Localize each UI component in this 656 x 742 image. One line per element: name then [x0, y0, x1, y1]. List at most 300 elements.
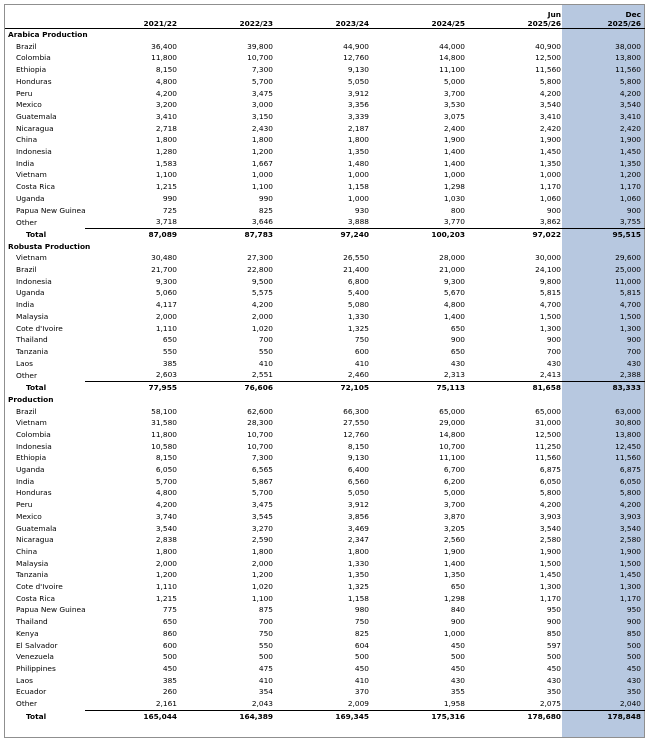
value-cell: 6,050	[155, 465, 177, 475]
value-cell: 1,158	[347, 593, 369, 603]
value-cell: 9,300	[443, 276, 465, 286]
value-cell: 1,800	[155, 546, 177, 556]
total-row	[5, 382, 645, 394]
value-cell: 44,900	[343, 41, 369, 51]
value-cell: 990	[258, 193, 273, 203]
table-row	[5, 604, 645, 616]
table-row	[5, 169, 645, 181]
value-cell: 1,500	[619, 558, 641, 568]
value-cell: 1,350	[443, 570, 465, 580]
value-cell: 2,009	[347, 699, 369, 709]
value-cell: 1,100	[155, 170, 177, 180]
value-cell: 5,060	[155, 288, 177, 298]
value-cell: 2,580	[619, 535, 641, 545]
section-heading-row	[5, 241, 645, 253]
value-cell: 6,875	[539, 465, 561, 475]
country-name: Costa Rica	[16, 182, 56, 192]
value-cell: 385	[162, 675, 177, 685]
value-cell: 63,000	[615, 406, 641, 416]
value-cell: 3,903	[619, 511, 641, 521]
value-cell: 4,200	[619, 88, 641, 98]
value-cell: 1,000	[347, 170, 369, 180]
value-cell: 3,200	[155, 100, 177, 110]
value-cell: 6,565	[251, 465, 273, 475]
value-cell: 750	[258, 628, 273, 638]
value-cell: 1,900	[539, 546, 561, 556]
section-heading-row	[5, 29, 645, 41]
total-value-cell: 83,333	[565, 382, 645, 394]
table-row	[5, 686, 645, 698]
value-cell: 5,400	[347, 288, 369, 298]
value-cell: 450	[450, 663, 465, 673]
value-cell: 1,110	[155, 582, 177, 592]
value-cell: 1,200	[155, 570, 177, 580]
country-name: Tanzania	[16, 346, 49, 356]
value-cell: 1,350	[347, 147, 369, 157]
table-row	[5, 323, 645, 335]
value-cell: 6,050	[619, 476, 641, 486]
value-cell: 875	[258, 605, 273, 615]
value-cell: 22,800	[247, 265, 273, 275]
value-cell: 900	[546, 205, 561, 215]
value-cell: 62,600	[247, 406, 273, 416]
value-cell: 3,410	[539, 111, 561, 121]
value-cell: 3,888	[347, 217, 369, 227]
value-cell: 3,755	[619, 217, 641, 227]
value-cell: 500	[162, 652, 177, 662]
value-cell: 3,700	[443, 500, 465, 510]
value-cell: 1,480	[347, 158, 369, 168]
header-col-2023-24: 2023/24	[277, 5, 373, 29]
table-row	[5, 88, 645, 100]
total-row	[5, 710, 645, 722]
value-cell: 3,475	[251, 88, 273, 98]
table-row	[5, 123, 645, 135]
value-cell: 500	[626, 640, 641, 650]
value-cell: 650	[162, 335, 177, 345]
value-cell: 430	[626, 675, 641, 685]
value-cell: 3,205	[443, 523, 465, 533]
value-cell: 11,560	[615, 65, 641, 75]
table-row	[5, 41, 645, 53]
value-cell: 3,862	[539, 217, 561, 227]
country-name: Kenya	[16, 628, 39, 638]
section-title: Arabica Production	[8, 30, 88, 39]
value-cell: 1,400	[443, 558, 465, 568]
value-cell: 1,325	[347, 323, 369, 333]
value-cell: 29,000	[439, 418, 465, 428]
country-name: Mexico	[16, 511, 42, 521]
value-cell: 2,718	[155, 123, 177, 133]
value-cell: 2,590	[251, 535, 273, 545]
value-cell: 950	[546, 605, 561, 615]
table-row	[5, 640, 645, 652]
total-value-cell: 169,345	[277, 710, 373, 722]
section-title: Robusta Production	[8, 241, 91, 251]
country-name: El Salvador	[16, 640, 58, 650]
value-cell: 385	[162, 358, 177, 368]
value-cell: 6,700	[443, 465, 465, 475]
table-row	[5, 134, 645, 146]
table-row	[5, 441, 645, 453]
value-cell: 4,200	[155, 88, 177, 98]
value-cell: 65,000	[439, 406, 465, 416]
country-name: Tanzania	[16, 570, 49, 580]
table-row	[5, 76, 645, 88]
value-cell: 1,350	[539, 158, 561, 168]
country-name: China	[16, 135, 38, 145]
value-cell: 430	[450, 675, 465, 685]
value-cell: 430	[450, 358, 465, 368]
value-cell: 28,300	[247, 418, 273, 428]
table-row	[5, 628, 645, 640]
total-value-cell: 77,955	[85, 382, 181, 394]
value-cell: 3,540	[155, 523, 177, 533]
table-row	[5, 252, 645, 264]
table-row	[5, 52, 645, 64]
value-cell: 3,740	[155, 511, 177, 521]
value-cell: 3,540	[539, 523, 561, 533]
table-row	[5, 429, 645, 441]
value-cell: 11,560	[535, 65, 561, 75]
value-cell: 4,117	[155, 300, 177, 310]
country-name: Papua New Guinea	[16, 205, 86, 215]
value-cell: 550	[258, 346, 273, 356]
value-cell: 38,000	[615, 41, 641, 51]
value-cell: 2,560	[443, 535, 465, 545]
value-cell: 900	[450, 335, 465, 345]
value-cell: 410	[258, 675, 273, 685]
value-cell: 10,700	[247, 53, 273, 63]
value-cell: 12,500	[535, 429, 561, 439]
table-row	[5, 546, 645, 558]
value-cell: 4,200	[619, 500, 641, 510]
total-row	[5, 228, 645, 240]
country-name: Indonesia	[16, 276, 52, 286]
value-cell: 900	[546, 335, 561, 345]
value-cell: 1,900	[619, 135, 641, 145]
value-cell: 1,000	[539, 170, 561, 180]
table-row	[5, 181, 645, 193]
table-body	[5, 29, 645, 723]
value-cell: 58,100	[151, 406, 177, 416]
value-cell: 9,130	[347, 65, 369, 75]
value-cell: 3,646	[251, 217, 273, 227]
value-cell: 800	[450, 205, 465, 215]
value-cell: 40,900	[535, 41, 561, 51]
total-value-cell: 164,389	[181, 710, 277, 722]
value-cell: 5,700	[251, 488, 273, 498]
value-cell: 1,280	[155, 147, 177, 157]
value-cell: 1,000	[443, 628, 465, 638]
table-row	[5, 205, 645, 217]
value-cell: 550	[258, 640, 273, 650]
value-cell: 30,800	[615, 418, 641, 428]
country-name: Papua New Guinea	[16, 605, 86, 615]
value-cell: 3,150	[251, 111, 273, 121]
value-cell: 1,450	[539, 570, 561, 580]
value-cell: 450	[162, 663, 177, 673]
value-cell: 1,800	[251, 135, 273, 145]
value-cell: 2,161	[155, 699, 177, 709]
total-value-cell: 165,044	[85, 710, 181, 722]
value-cell: 650	[450, 582, 465, 592]
value-cell: 30,480	[151, 253, 177, 263]
value-cell: 500	[626, 652, 641, 662]
value-cell: 604	[354, 640, 369, 650]
value-cell: 1,900	[539, 135, 561, 145]
table-row	[5, 216, 645, 228]
value-cell: 1,110	[155, 323, 177, 333]
table-row	[5, 111, 645, 123]
value-cell: 3,000	[251, 100, 273, 110]
value-cell: 44,000	[439, 41, 465, 51]
country-name: Guatemala	[16, 523, 57, 533]
country-name: Malaysia	[16, 311, 49, 321]
value-cell: 3,912	[347, 88, 369, 98]
value-cell: 2,347	[347, 535, 369, 545]
value-cell: 2,075	[539, 699, 561, 709]
value-cell: 1,000	[443, 170, 465, 180]
value-cell: 11,100	[439, 453, 465, 463]
value-cell: 860	[162, 628, 177, 638]
value-cell: 750	[354, 335, 369, 345]
value-cell: 8,150	[155, 65, 177, 75]
total-value-cell: 75,113	[373, 382, 469, 394]
table-row	[5, 406, 645, 418]
table-row	[5, 158, 645, 170]
value-cell: 1,800	[347, 546, 369, 556]
country-name: Uganda	[16, 465, 45, 475]
value-cell: 5,815	[619, 288, 641, 298]
value-cell: 550	[162, 346, 177, 356]
value-cell: 597	[546, 640, 561, 650]
value-cell: 2,040	[619, 699, 641, 709]
country-name: Laos	[16, 358, 34, 368]
value-cell: 450	[450, 640, 465, 650]
value-cell: 8,150	[347, 441, 369, 451]
total-value-cell: 97,240	[277, 228, 373, 240]
value-cell: 1,800	[155, 135, 177, 145]
value-cell: 1,300	[619, 582, 641, 592]
value-cell: 350	[626, 687, 641, 697]
table-row	[5, 369, 645, 381]
total-value-cell: 178,848	[565, 710, 645, 722]
value-cell: 4,700	[539, 300, 561, 310]
value-cell: 10,700	[247, 429, 273, 439]
value-cell: 5,867	[251, 476, 273, 486]
value-cell: 5,800	[619, 76, 641, 86]
value-cell: 700	[258, 335, 273, 345]
table-row	[5, 663, 645, 675]
value-cell: 8,150	[155, 453, 177, 463]
value-cell: 410	[354, 675, 369, 685]
country-name: Philippines	[16, 663, 56, 673]
value-cell: 1,325	[347, 582, 369, 592]
country-name: Venezuela	[16, 652, 54, 662]
table-row	[5, 511, 645, 523]
value-cell: 6,200	[443, 476, 465, 486]
value-cell: 66,300	[343, 406, 369, 416]
value-cell: 950	[626, 605, 641, 615]
value-cell: 3,545	[251, 511, 273, 521]
value-cell: 3,540	[619, 523, 641, 533]
value-cell: 5,000	[443, 488, 465, 498]
country-name: India	[16, 158, 35, 168]
value-cell: 775	[162, 605, 177, 615]
value-cell: 1,583	[155, 158, 177, 168]
total-value-cell: 100,203	[373, 228, 469, 240]
country-name: Guatemala	[16, 111, 57, 121]
header-col-2022-23: 2022/23	[181, 5, 277, 29]
table-row	[5, 346, 645, 358]
value-cell: 27,550	[343, 418, 369, 428]
value-cell: 3,870	[443, 511, 465, 521]
table-row	[5, 264, 645, 276]
value-cell: 4,800	[443, 300, 465, 310]
value-cell: 7,300	[251, 453, 273, 463]
value-cell: 4,700	[619, 300, 641, 310]
header-col-2024-25: 2024/25	[373, 5, 469, 29]
value-cell: 500	[546, 652, 561, 662]
value-cell: 450	[626, 663, 641, 673]
country-name: Thailand	[16, 617, 48, 627]
value-cell: 1,030	[443, 193, 465, 203]
value-cell: 900	[626, 617, 641, 627]
value-cell: 4,200	[155, 500, 177, 510]
value-cell: 2,603	[155, 370, 177, 380]
value-cell: 500	[354, 652, 369, 662]
value-cell: 1,800	[347, 135, 369, 145]
country-name: Ethiopia	[16, 65, 47, 75]
value-cell: 5,050	[347, 76, 369, 86]
value-cell: 21,000	[439, 265, 465, 275]
total-value-cell: 178,680	[469, 710, 565, 722]
table-row	[5, 99, 645, 111]
country-name: Nicaragua	[16, 535, 54, 545]
value-cell: 500	[450, 652, 465, 662]
total-value-cell: 87,089	[85, 228, 181, 240]
value-cell: 2,838	[155, 535, 177, 545]
value-cell: 11,560	[535, 453, 561, 463]
value-cell: 12,760	[343, 429, 369, 439]
value-cell: 1,100	[251, 593, 273, 603]
value-cell: 1,060	[619, 193, 641, 203]
value-cell: 900	[626, 205, 641, 215]
value-cell: 3,410	[155, 111, 177, 121]
value-cell: 1,350	[347, 570, 369, 580]
value-cell: 4,800	[155, 488, 177, 498]
value-cell: 840	[450, 605, 465, 615]
value-cell: 9,300	[155, 276, 177, 286]
value-cell: 2,000	[155, 311, 177, 321]
value-cell: 24,100	[535, 265, 561, 275]
country-name: Colombia	[16, 429, 51, 439]
value-cell: 3,475	[251, 500, 273, 510]
value-cell: 36,400	[151, 41, 177, 51]
value-cell: 1,500	[539, 558, 561, 568]
value-cell: 11,100	[439, 65, 465, 75]
value-cell: 65,000	[535, 406, 561, 416]
table-row	[5, 698, 645, 710]
table-row	[5, 64, 645, 76]
table-row	[5, 193, 645, 205]
value-cell: 1,170	[539, 182, 561, 192]
value-cell: 10,700	[439, 441, 465, 451]
country-name: Vietnam	[16, 418, 47, 428]
total-value-cell: 87,783	[181, 228, 277, 240]
value-cell: 2,400	[443, 123, 465, 133]
country-name: Nicaragua	[16, 123, 54, 133]
table-row	[5, 358, 645, 370]
value-cell: 1,500	[619, 311, 641, 321]
table-row	[5, 651, 645, 663]
total-value-cell: 97,022	[469, 228, 565, 240]
value-cell: 5,700	[251, 76, 273, 86]
value-cell: 26,550	[343, 253, 369, 263]
value-cell: 5,670	[443, 288, 465, 298]
value-cell: 31,580	[151, 418, 177, 428]
value-cell: 10,580	[151, 441, 177, 451]
value-cell: 355	[450, 687, 465, 697]
value-cell: 1,158	[347, 182, 369, 192]
value-cell: 5,800	[619, 488, 641, 498]
value-cell: 350	[546, 687, 561, 697]
value-cell: 1,300	[539, 582, 561, 592]
value-cell: 1,500	[539, 311, 561, 321]
section-heading-row	[5, 394, 645, 406]
value-cell: 2,420	[619, 123, 641, 133]
table-row	[5, 499, 645, 511]
value-cell: 2,043	[251, 699, 273, 709]
country-name: Malaysia	[16, 558, 49, 568]
value-cell: 6,560	[347, 476, 369, 486]
value-cell: 1,800	[251, 546, 273, 556]
value-cell: 6,800	[347, 276, 369, 286]
country-name: Other	[16, 699, 37, 709]
value-cell: 3,540	[539, 100, 561, 110]
value-cell: 990	[162, 193, 177, 203]
country-name: Thailand	[16, 335, 48, 345]
value-cell: 29,600	[615, 253, 641, 263]
value-cell: 7,300	[251, 65, 273, 75]
value-cell: 1,020	[251, 582, 273, 592]
value-cell: 6,050	[539, 476, 561, 486]
value-cell: 2,313	[443, 370, 465, 380]
value-cell: 2,388	[619, 370, 641, 380]
value-cell: 475	[258, 663, 273, 673]
country-name: Cote d'Ivoire	[16, 582, 63, 592]
value-cell: 700	[258, 617, 273, 627]
value-cell: 2,551	[251, 370, 273, 380]
country-name: India	[16, 476, 35, 486]
country-name: Indonesia	[16, 147, 52, 157]
value-cell: 260	[162, 687, 177, 697]
value-cell: 1,300	[539, 323, 561, 333]
value-cell: 3,912	[347, 500, 369, 510]
value-cell: 725	[162, 205, 177, 215]
value-cell: 1,400	[443, 147, 465, 157]
value-cell: 2,000	[251, 558, 273, 568]
value-cell: 750	[354, 617, 369, 627]
value-cell: 2,430	[251, 123, 273, 133]
value-cell: 500	[258, 652, 273, 662]
table-row	[5, 287, 645, 299]
country-name: India	[16, 300, 35, 310]
value-cell: 2,580	[539, 535, 561, 545]
country-name: China	[16, 546, 38, 556]
value-cell: 28,000	[439, 253, 465, 263]
